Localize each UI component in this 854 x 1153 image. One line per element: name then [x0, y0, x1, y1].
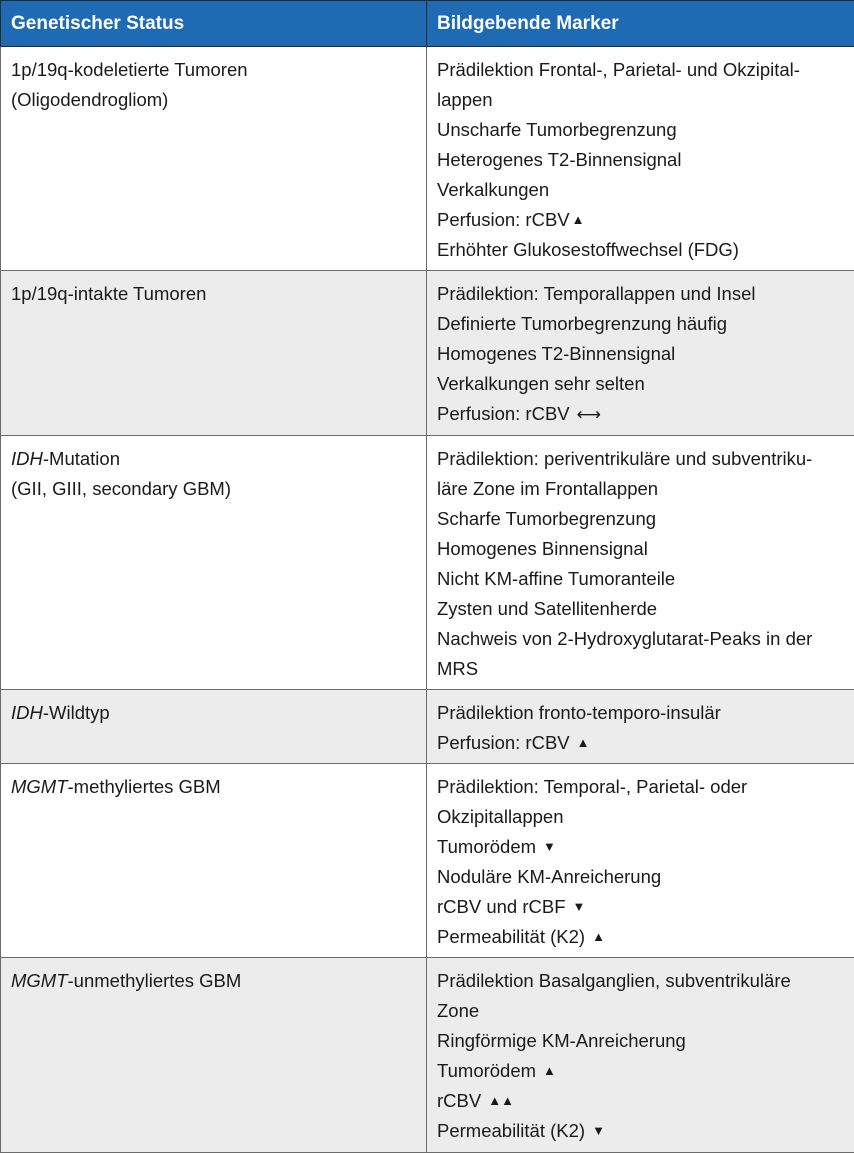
table-row — [1, 690, 854, 764]
genetic-status-cell — [1, 690, 427, 764]
genetic-status-cell — [1, 271, 427, 436]
status-text — [11, 444, 416, 474]
arrow-up-icon: ▲ — [543, 1056, 556, 1086]
header-imaging-markers: Bildgebende Marker — [427, 1, 854, 47]
status-text — [11, 772, 416, 802]
marker-text: Perfusion: rCBV — [437, 732, 570, 753]
marker-text: Perfusion: rCBV — [437, 403, 570, 424]
table-row — [1, 47, 854, 271]
marker-cell — [427, 764, 854, 958]
gene-name: MGMT — [11, 776, 68, 797]
arrow-up-icon: ▲ — [577, 728, 590, 758]
marker-text: lappen — [437, 85, 844, 115]
marker-text: läre Zone im Frontallappen — [437, 474, 844, 504]
status-suffix: -Wildtyp — [43, 702, 110, 723]
table-row — [1, 271, 854, 436]
marker-cell — [427, 436, 854, 690]
marker-text: Tumorödem — [437, 836, 536, 857]
marker-text: Nicht KM-affine Tumoranteile — [437, 564, 844, 594]
marker-cell — [427, 958, 854, 1153]
marker-text: Verkalkungen sehr selten — [437, 369, 844, 399]
status-suffix: -Mutation — [43, 448, 120, 469]
arrow-down-icon: ▼ — [573, 892, 586, 922]
marker-text: Tumorödem — [437, 1060, 536, 1081]
genetic-status-cell — [1, 436, 427, 690]
gene-name: MGMT — [11, 970, 68, 991]
status-text — [11, 966, 416, 996]
status-text: (GII, GIII, secondary GBM) — [11, 474, 416, 504]
marker-line — [437, 205, 844, 235]
marker-text: rCBV — [437, 1090, 481, 1111]
marker-line — [437, 832, 844, 862]
marker-text: Okzipitallappen — [437, 802, 844, 832]
table-row — [1, 958, 854, 1153]
marker-text: Heterogenes T2-Binnensignal — [437, 145, 844, 175]
marker-text: MRS — [437, 654, 844, 684]
marker-text: Noduläre KM-Anreicherung — [437, 862, 844, 892]
marker-text: rCBV und rCBF — [437, 896, 566, 917]
gene-name: IDH — [11, 702, 43, 723]
marker-text: Zone — [437, 996, 844, 1026]
header-genetic-status: Genetischer Status — [1, 1, 427, 47]
status-suffix: -methyliertes GBM — [68, 776, 221, 797]
arrow-up-icon: ▲ — [592, 922, 605, 952]
arrow-down-icon: ▼ — [543, 832, 556, 862]
genetic-status-cell — [1, 47, 427, 271]
marker-text: Permeabilität (K2) — [437, 1120, 585, 1141]
marker-text: Definierte Tumorbegrenzung häufig — [437, 309, 844, 339]
status-text: (Oligodendrogliom) — [11, 85, 416, 115]
marker-line — [437, 892, 844, 922]
marker-cell — [427, 47, 854, 271]
genetic-status-cell — [1, 958, 427, 1153]
status-text: 1p/19q-kodeletierte Tumoren — [11, 55, 416, 85]
table-row — [1, 764, 854, 958]
arrow-up-icon: ▲ — [572, 205, 585, 235]
arrow-left-right-icon: ⟷ — [577, 400, 601, 430]
marker-cell — [427, 271, 854, 436]
status-text — [11, 698, 416, 728]
marker-text: Prädilektion: periventrikuläre und subventriku- — [437, 444, 844, 474]
marker-text: Perfusion: rCBV — [437, 209, 570, 230]
marker-line — [437, 1056, 844, 1086]
status-suffix: -unmethyliertes GBM — [68, 970, 242, 991]
marker-text: Prädilektion Basalganglien, subventrikuläre — [437, 966, 844, 996]
header-row — [1, 1, 854, 47]
marker-text: Permeabilität (K2) — [437, 926, 585, 947]
marker-text: Zysten und Satellitenherde — [437, 594, 844, 624]
marker-text: Nachweis von 2-Hydroxyglutarat-Peaks in der — [437, 624, 844, 654]
marker-text: Ringförmige KM-Anreicherung — [437, 1026, 844, 1056]
marker-text: Homogenes Binnensignal — [437, 534, 844, 564]
marker-text: Verkalkungen — [437, 175, 844, 205]
status-text: 1p/19q-intakte Tumoren — [11, 279, 416, 309]
marker-line — [437, 399, 844, 430]
marker-text: Unscharfe Tumorbegrenzung — [437, 115, 844, 145]
gene-name: IDH — [11, 448, 43, 469]
marker-text: Erhöhter Glukosestoffwechsel (FDG) — [437, 235, 844, 265]
genetic-status-cell — [1, 764, 427, 958]
marker-line — [437, 922, 844, 952]
double-arrow-up-icon: ▲▲ — [488, 1086, 514, 1116]
marker-line — [437, 728, 844, 758]
marker-text: Prädilektion: Temporal-, Parietal- oder — [437, 772, 844, 802]
marker-text: Prädilektion: Temporallappen und Insel — [437, 279, 844, 309]
marker-cell — [427, 690, 854, 764]
marker-text: Scharfe Tumorbegrenzung — [437, 504, 844, 534]
marker-text: Prädilektion fronto-temporo-insulär — [437, 698, 844, 728]
marker-line — [437, 1086, 844, 1116]
marker-line — [437, 1116, 844, 1146]
marker-text: Homogenes T2-Binnensignal — [437, 339, 844, 369]
table-row — [1, 436, 854, 690]
arrow-down-icon: ▼ — [592, 1116, 605, 1146]
marker-text: Prädilektion Frontal-, Parietal- und Okzipital- — [437, 55, 844, 85]
